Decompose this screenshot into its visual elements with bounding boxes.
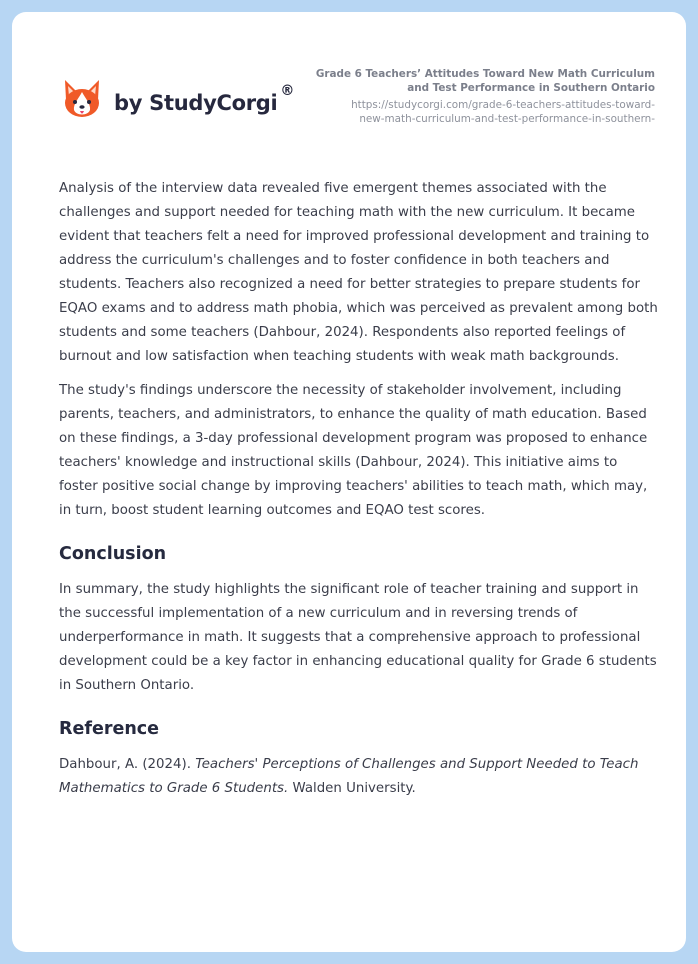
document-url[interactable]: https://studycorgi.com/grade-6-teachers-attitudes-toward- new-math-curriculum-and-test-performance-in-southern- — [351, 99, 655, 125]
reference-publisher: Walden University. — [288, 781, 416, 796]
corgi-icon — [62, 78, 102, 122]
document-page — [12, 12, 686, 952]
reference-author: Dahbour, A. (2024). — [59, 757, 196, 772]
paragraph: Analysis of the interview data revealed five emergent themes associated with the challenges and support needed for teaching math with the new curriculum. It became evident that teachers felt a need for improved professional development and training to address the curriculum's challenges and to foster confidence in both teachers and students. Teachers also recognized a need for better strategies to prepare students for EQAO exams and to address math phobia, which was perceived as prevalent among both students and some teachers (Dahbour, 2024). Respondents also reported feelings of burnout and low satisfaction when teaching students with weak math backgrounds. — [59, 181, 658, 364]
conclusion-heading: Conclusion — [59, 544, 167, 564]
paragraph: The study's findings underscore the necessity of stakeholder involvement, including parents, teachers, and administrators, to enhance the quality of math education. Based on these findings, a 3-day professional development program was proposed to enhance teachers' knowledge and instructional skills (Dahbour, 2024). This initiative aims to foster positive social change by improving teachers' abilities to teach math, which may, in turn, boost student learning outcomes and EQAO test scores. — [59, 383, 648, 518]
studycorgi-logo[interactable] — [62, 78, 294, 122]
article-body — [59, 177, 659, 811]
reference-heading: Reference — [59, 719, 160, 739]
conclusion-paragraph: In summary, the study highlights the significant role of teacher training and support in the successful implementation of a new curriculum and in reversing trends of underperformance in math. It suggests that a comprehensive approach to professional development could be a key factor in enhancing educational quality for Grade 6 students in Southern Ontario. — [59, 582, 657, 693]
reference-entry — [59, 753, 659, 801]
reference-title: Teachers' Perceptions of Challenges and Support Needed to Teach Mathematics to Grade 6 Students. — [59, 757, 639, 796]
document-title: Grade 6 Teachers’ Attitudes Toward New Math Curriculum and Test Performance in Southern Ontario — [315, 68, 655, 94]
document-header — [315, 67, 655, 126]
brand-name: by StudyCorgi ® — [114, 83, 295, 115]
registered-mark: ® — [280, 83, 295, 99]
